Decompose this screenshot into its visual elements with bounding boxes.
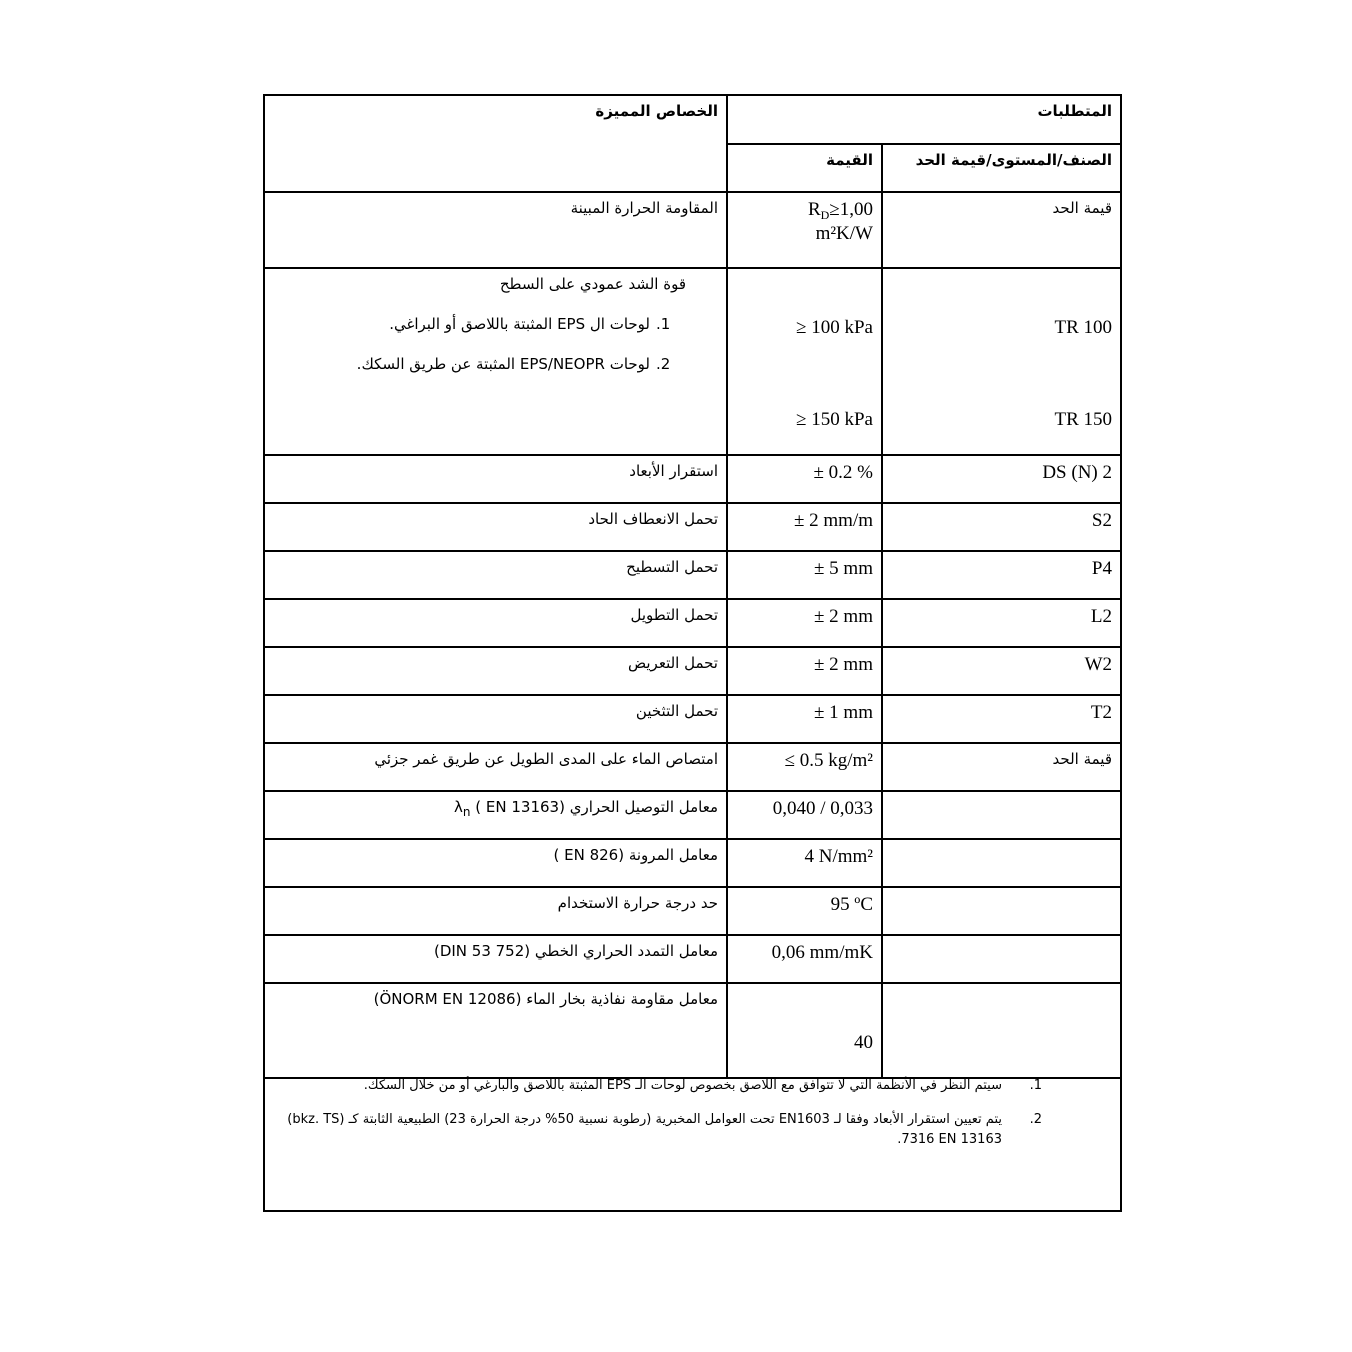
table-row — [265, 599, 1120, 647]
class-cell — [882, 839, 1120, 887]
table-row — [265, 455, 1120, 503]
table-row — [265, 192, 1120, 268]
list-text: لوحات EPS/NEOPR المثبتة عن طريق السكك. — [356, 355, 650, 373]
value-cell: ± 0.2 % — [727, 455, 882, 503]
properties-table — [265, 96, 1120, 1079]
header-value: القيمة — [727, 144, 882, 192]
table-row — [265, 983, 1120, 1078]
feature-cell: معامل التمدد الحراري الخطي (DIN 53 752) — [265, 935, 727, 983]
feature-text: معامل التوصيل الحراري (EN 13163 ) λ — [454, 798, 718, 816]
table-row — [265, 887, 1120, 935]
list-number: 2. — [656, 355, 671, 373]
footnote — [281, 1110, 1042, 1150]
value-cell: ± 2 mm — [727, 647, 882, 695]
header-class-level-limit: الصنف/المستوى/قيمة الحد — [882, 144, 1120, 192]
feature-cell: حد درجة حرارة الاستخدام — [265, 887, 727, 935]
feature-title: قوة الشد عمودي على السطح — [499, 275, 686, 293]
table-row — [265, 268, 1120, 455]
class-cell — [882, 887, 1120, 935]
feature-cell: تحمل التسطيح — [265, 551, 727, 599]
class-cell — [882, 268, 1120, 455]
table-row — [265, 839, 1120, 887]
value-cell: ± 2 mm/m — [727, 503, 882, 551]
value-cell: ± 2 mm — [727, 599, 882, 647]
feature-cell: تحمل التعريض — [265, 647, 727, 695]
list-item — [273, 315, 686, 333]
class-cell: P4 — [882, 551, 1120, 599]
footnote — [281, 1076, 1042, 1096]
class-text: TR 150 — [1054, 409, 1112, 430]
header-requirements: المتطلبات — [727, 96, 1120, 144]
feature-cell: المقاومة الحرارة المبينة — [265, 192, 727, 268]
footnote-text: سيتم النظر في الأنظمة التي لا تتوافق مع اللاصق بخصوص لوحات الـ EPS المثبتة باللاصق والبارغي أو من خلال السكك. — [363, 1078, 1002, 1093]
class-cell: S2 — [882, 503, 1120, 551]
value-cell: ± 1 mm — [727, 695, 882, 743]
table-row — [265, 647, 1120, 695]
value-cell — [727, 268, 882, 455]
value-cell: 4 N/mm² — [727, 839, 882, 887]
value-cell: 95 ºC — [727, 887, 882, 935]
class-cell: قيمة الحد — [882, 192, 1120, 268]
class-cell: قيمة الحد — [882, 743, 1120, 791]
list-number: 1. — [656, 315, 671, 333]
feature-cell: تحمل الانعطاف الحاد — [265, 503, 727, 551]
feature-cell: امتصاص الماء على المدى الطويل عن طريق غمر جزئي — [265, 743, 727, 791]
feature-cell: تحمل التثخين — [265, 695, 727, 743]
table-row — [265, 743, 1120, 791]
feature-cell: معامل المرونة (EN 826 ) — [265, 839, 727, 887]
feature-cell: تحمل التطويل — [265, 599, 727, 647]
value-cell: 0,06 mm/mK — [727, 935, 882, 983]
table-row — [265, 503, 1120, 551]
list-item — [273, 355, 686, 373]
class-cell: W2 — [882, 647, 1120, 695]
footnote-number: 2. — [1029, 1112, 1042, 1127]
value-text: ≥ 150 kPa — [796, 409, 873, 430]
table-row — [265, 791, 1120, 839]
footnote-number: 1. — [1029, 1078, 1042, 1093]
class-cell: L2 — [882, 599, 1120, 647]
class-cell: T2 — [882, 695, 1120, 743]
feature-cell: معامل مقاومة نفاذية بخار الماء (ÖNORM EN 12086) — [265, 983, 727, 1078]
table-row — [265, 695, 1120, 743]
table-row — [265, 935, 1120, 983]
feature-subscript: n — [462, 805, 471, 819]
value-text: ≥ 100 kPa — [796, 317, 873, 338]
feature-cell — [265, 268, 727, 455]
table-row — [265, 551, 1120, 599]
feature-cell — [265, 791, 727, 839]
value-cell: ≤ 0.5 kg/m² — [727, 743, 882, 791]
value-text: ≥1,00 — [829, 199, 873, 220]
value-cell: 0,040 / 0,033 — [727, 791, 882, 839]
value-cell: ± 5 mm — [727, 551, 882, 599]
class-cell — [882, 791, 1120, 839]
value-unit: m²K/W — [815, 223, 873, 244]
class-text: TR 100 — [1054, 317, 1112, 338]
class-cell — [882, 935, 1120, 983]
footnotes — [265, 1076, 1120, 1164]
header-features: الخصاص المميزة — [265, 96, 727, 192]
class-cell: DS (N) 2 — [882, 455, 1120, 503]
list-text: لوحات ال EPS المثبتة باللاصق أو البراغي. — [389, 315, 650, 333]
footnote-text: يتم تعيين استقرار الأبعاد وفقا لـ EN1603 تحت العوامل المخبرية (رطوبة نسبية 50% درجة الحرارة 23) الطبيعية الثابتة كـ (bkz. TS) 7316 EN 13163. — [287, 1112, 1002, 1147]
value-subscript: D — [820, 208, 830, 222]
feature-list — [273, 315, 686, 373]
class-cell — [882, 983, 1120, 1078]
value-cell — [727, 983, 882, 1078]
feature-cell: استقرار الأبعاد — [265, 455, 727, 503]
value-text: R — [807, 199, 821, 220]
document-frame — [263, 94, 1122, 1212]
value-text: 40 — [854, 1032, 873, 1053]
value-cell — [727, 192, 882, 268]
